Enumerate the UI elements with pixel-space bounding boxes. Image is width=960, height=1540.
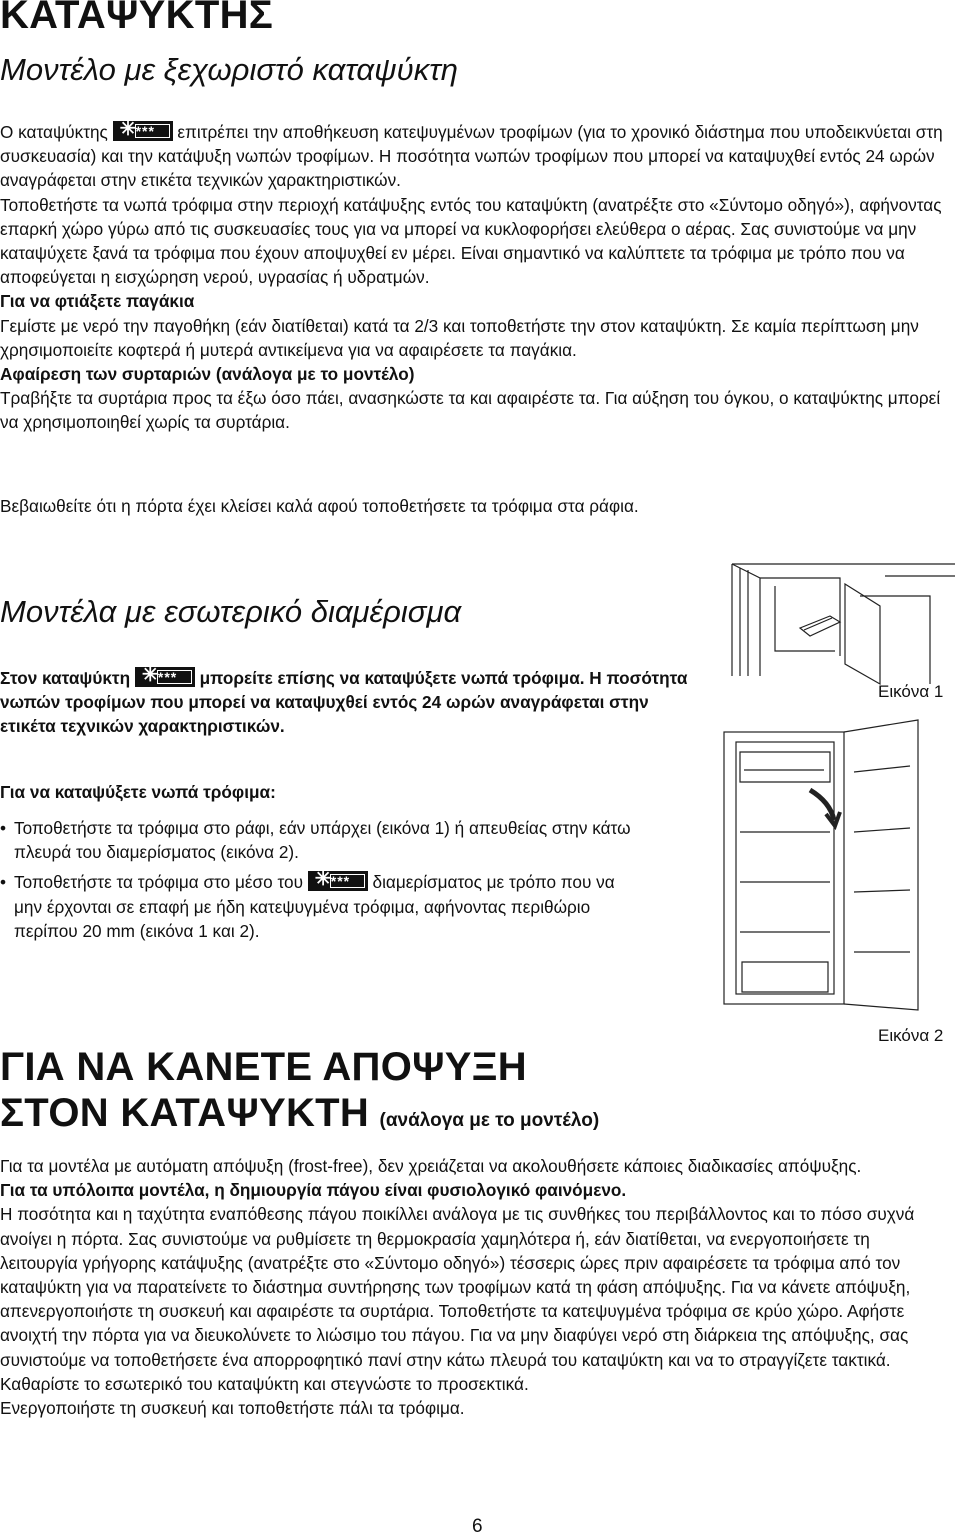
fig2-shelves — [740, 832, 830, 932]
defrost-title-line1: ΓΙΑ ΝΑ ΚΑΝΕΤΕ ΑΠΟΨΥΞΗ — [0, 1045, 527, 1089]
fig2-crisper — [742, 962, 828, 992]
section1-body — [0, 120, 950, 435]
figure-1-caption: Εικόνα 1 — [878, 682, 944, 701]
bullet-text-b: διαμερίσματος με τρόπο που να μην έρχονται σε επαφή με ήδη κατεψυγμένα τρόφιμα, αφήνοντας περιθώριο περίπου 20 mm (εικόνα 1 και 2). — [14, 872, 615, 941]
fig2-door-shelves — [854, 766, 910, 952]
compartment-intro-a: Στον καταψύκτη — [0, 668, 131, 688]
intro-text-a: Ο καταψύκτης — [0, 122, 108, 142]
figure-1-illustration — [720, 556, 960, 686]
defrost-title-line2-wrap — [0, 1092, 599, 1134]
clean-instruction: Καθαρίστε το εσωτερικό του καταψύκτη και στεγνώστε το προσεκτικά. — [0, 1373, 529, 1394]
intro-paragraph — [0, 120, 950, 193]
figure-2-caption: Εικόνα 2 — [878, 1026, 944, 1045]
intro-text-b: επιτρέπει την αποθήκευση κατεψυγμένων τροφίμων (για το χρονικό διάστημα που υποδεικνύεται στη συσκευασία) και την κατάψυξη νωπών τροφίμων. Η ποσότητα νωπών τροφίμων που μπορεί να καταψυχθεί εντός 24 ωρών αναγράφεται στην ετικέτα τεχνικών χαρακτηριστικών. — [0, 122, 943, 191]
bullet-marker: • — [0, 818, 7, 838]
fig2-freezer-compartment — [740, 752, 830, 782]
bullet-text: Τοποθετήστε τα τρόφιμα στο ράφι, εάν υπάρχει (εικόνα 1) ή απευθείας στην κάτω πλευρά του διαμερίσματος (εικόνα 2). — [14, 818, 631, 863]
fresh-food-heading: Για να καταψύξετε νωπά τρόφιμα: — [0, 782, 276, 802]
stars-icon: *** — [330, 873, 351, 890]
subtitle-separate-freezer: Μοντέλο με ξεχωριστό καταψύκτη — [0, 52, 459, 87]
drawers-heading: Αφαίρεση των συρταριών (ανάλογα με το μοντέλο) — [0, 364, 415, 385]
star-icon: ✳ — [119, 118, 137, 140]
subtitle-internal-compartment: Μοντέλα με εσωτερικό διαμέρισμα — [0, 594, 462, 629]
fig2-interior — [736, 742, 834, 994]
frost-free-text: Για τα μοντέλα με αυτόματη απόψυξη (frost-free), δεν χρειάζεται να ακολουθήσετε κάποιες διαδικασίες απόψυξης. — [0, 1156, 862, 1176]
fig1-cabinet — [860, 596, 930, 684]
bullet-text-a: Τοποθετήστε τα τρόφιμα στο μέσο του — [14, 872, 303, 893]
compartment-intro-b: μπορείτε επίσης να καταψύξετε νωπά τρόφιμα. Η ποσότητα νωπών τροφίμων που μπορεί να καταψυχθεί εντός 24 ωρών αναγράφεται στην ετικέτα τεχνικών χαρακτηριστικών. — [0, 668, 688, 737]
four-star-freezer-icon — [308, 868, 368, 891]
fig2-door — [844, 720, 918, 1010]
list-item — [0, 870, 640, 943]
ice-heading: Για να φτιάξετε παγάκια — [0, 291, 195, 312]
door-text: Βεβαιωθείτε ότι η πόρτα έχει κλείσει καλά αφού τοποθετήσετε τα τρόφιμα στα ράφια. — [0, 496, 639, 516]
fig1-door — [845, 584, 880, 684]
ice-text: Γεμίστε με νερό την παγοθήκη (εάν διατίθεται) κατά τα 2/3 και τοποθετήστε την στον καταψύκτη. Σε καμία περίπτωση μην χρησιμοποιείτε κοφτερά ή μυτερά αντικείμενα για να αφαιρέσετε τα παγάκια. — [0, 315, 919, 360]
fig2-arrow-shaft — [810, 790, 834, 820]
page-title: ΚΑΤΑΨΥΚΤΗΣ — [0, 0, 274, 37]
star-icon: ✳ — [314, 868, 332, 891]
fig1-hatching — [740, 568, 748, 676]
bullet-marker: • — [0, 872, 7, 893]
fig1-left-wall — [732, 564, 760, 676]
star-icon: ✳ — [141, 664, 159, 686]
defrost-title-suffix: (ανάλογα με το μοντέλο) — [379, 1110, 600, 1131]
stars-icon: *** — [157, 669, 178, 685]
stars-icon: *** — [135, 123, 155, 139]
compartment-intro — [0, 666, 690, 739]
restart-instruction: Ενεργοποιήστε τη συσκευή και τοποθετήστε πάλι τα τρόφιμα. — [0, 1398, 465, 1419]
frost-normal-text: Για τα υπόλοιπα μοντέλα, η δημιουργία πάγου είναι φυσιολογικό φαινόμενο. — [0, 1180, 627, 1201]
defrost-body — [0, 1154, 950, 1420]
four-star-freezer-icon — [113, 118, 173, 141]
placement-paragraph: Τοποθετήστε τα νωπά τρόφιμα στην περιοχή κατάψυξης εντός του καταψύκτη (ανατρέξτε στο «Σύντομο οδηγό»), αφήνοντας επαρκή χώρο γύρω από τις συσκευασίες τους για να μπορεί να κυκλοφορήσει ελεύθερα ο αέρας. Σας συνιστούμε να μην καταψύχετε ξανά τα τρόφιμα που έχουν αποψυχθεί εν μέρει. Είναι σημαντικό να καλύπτετε τα τρόφιμα με τρόπο που να αποφεύγεται η εισχώρηση νερού, υγρασίας ή υδρατμών. — [0, 194, 942, 288]
page-number: 6 — [472, 1516, 483, 1537]
figure-2-illustration — [718, 712, 948, 1012]
fig1-inner — [775, 586, 835, 651]
bullet-list — [0, 816, 640, 943]
defrost-instructions: Η ποσότητα και η ταχύτητα εναπόθεσης πάγου ποικίλλει ανάλογα με τις συνθήκες του περιβάλλοντος και το πόσο συχνά ανοίγει η πόρτα. Σας συνιστούμε να ρυθμίσετε τη θερμοκρασία χαμηλότερα ή, εάν διατίθεται, να ενεργοποιήσετε τη λειτουργία γρήγορης κατάψυξης (ανατρέξτε στο «Σύντομο οδηγό») τέσσερις ώρες πριν αφαιρέσετε τα τρόφιμα από τον καταψύκτη για να παρατείνετε το διάστημα συντήρησης των τροφίμων κατά τη φάση απόψυξης. Για να κάνετε απόψυξη, απενεργοποιήστε τη συσκευή και αφαιρέστε τα συρτάρια. Τοποθετήστε τα κατεψυγμένα τρόφιμα σε κρύο χώρο. Αφήστε ανοιχτή την πόρτα για να διευκολύνετε το λιώσιμο του πάγου. Για να μην διαφύγει νερό στη διάρκεια της απόψυξης, σας συνιστούμε να τοποθετήσετε ένα απορροφητικό πανί στην κάτω πλευρά του καταψύκτη και να το στραγγίζετε τακτικά. — [0, 1204, 915, 1370]
drawers-text: Τραβήξτε τα συρτάρια προς τα έξω όσο πάει, ανασηκώστε τα και αφαιρέστε τα. Για αύξηση του όγκου, ο καταψύκτης μπορεί να χρησιμοποιηθεί χωρίς τα συρτάρια. — [0, 388, 941, 433]
four-star-freezer-icon — [135, 664, 195, 687]
fig1-shelf — [800, 616, 840, 636]
defrost-title-line2: ΣΤΟΝ ΚΑΤΑΨΥΚΤΗ — [0, 1091, 370, 1135]
list-item — [0, 816, 640, 864]
